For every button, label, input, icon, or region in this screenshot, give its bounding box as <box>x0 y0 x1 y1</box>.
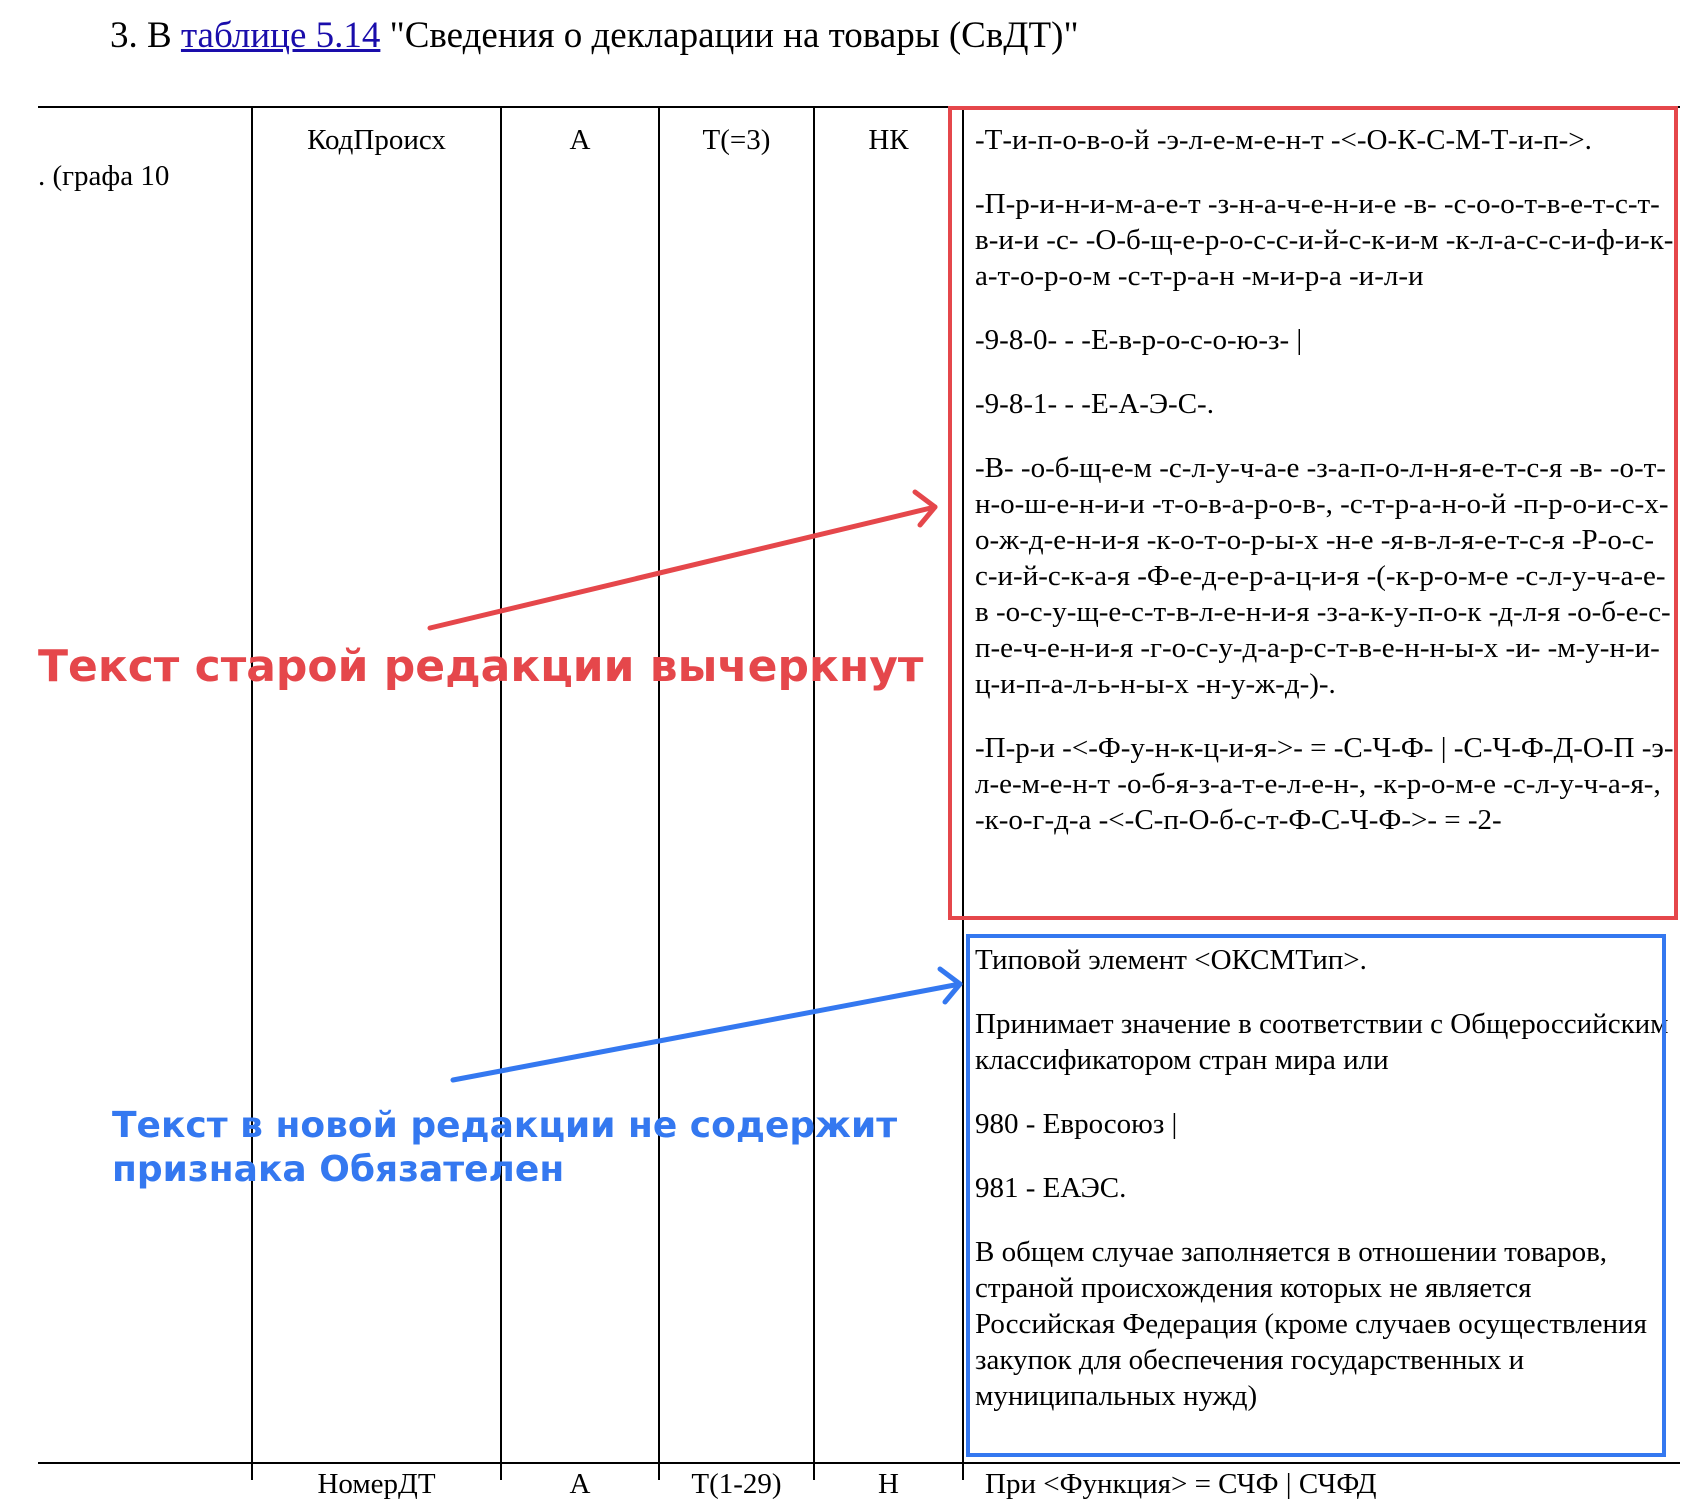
new-text-annotation <box>112 1104 897 1192</box>
new-text-paragraph: Типовой элемент <ОКСМТип>. <box>975 944 1367 976</box>
row1-code-cell: КодПроисх <box>307 124 446 156</box>
annotation-line: признака Обязателен <box>112 1149 565 1190</box>
heading-suffix: "Сведения о декларации на товары (СвДТ)" <box>380 15 1079 56</box>
row1-type-cell: Т(=3) <box>702 124 771 156</box>
row2-a-cell: А <box>569 1468 591 1500</box>
new-text-paragraph: В общем случае заполняется в отношении товаров, страной происхождения которых не является Российская Федерация (кроме случаев осуществления закупок для обеспечения государственных и муниципальных нужд) <box>975 1236 1647 1412</box>
new-text-paragraph: 980 - Евросоюз | <box>975 1108 1178 1140</box>
new-text-paragraph: 981 - ЕАЭС. <box>975 1172 1127 1204</box>
required-flag-highlight: -э-л-е-м-е-н-т -о-б-я-з-а-т-е-л-е-н- <box>975 732 1674 800</box>
row1-a-cell: А <box>569 124 591 156</box>
old-text-paragraph: -9-8-0- - -Е-в-р-о-с-о-ю-з- | <box>975 324 1303 356</box>
table-link[interactable]: таблице 5.14 <box>180 15 381 56</box>
row2-code-cell: НомерДТ <box>317 1468 436 1500</box>
annotation-line: Текст в новой редакции не содержит <box>112 1105 898 1146</box>
blue-arrow-icon <box>453 969 960 1080</box>
row2-nk-cell: Н <box>878 1468 899 1500</box>
heading-prefix: 3. В <box>110 15 181 56</box>
red-arrow-icon <box>430 492 935 628</box>
row2-type-cell: Т(1-29) <box>691 1468 782 1500</box>
row2-desc-cell: При <Функция> = СЧФ | СЧФД <box>985 1468 1377 1500</box>
old-text-annotation: Текст старой редакции вычеркнут <box>38 641 924 692</box>
new-text-paragraph: Принимает значение в соответствии с Общероссийским классификатором стран мира или <box>975 1008 1669 1076</box>
old-text-paragraph: -Т-и-п-о-в-о-й -э-л-е-м-е-н-т -<-О-К-С-М-Т-и-п->. <box>975 124 1592 156</box>
row1-name-cell: . (графа 10 <box>38 160 170 192</box>
old-text-start: -П-р-и -<-Ф-у-н-к-ц-и-я->- = -С-Ч-Ф- | -С-Ч-Ф-Д-О-П <box>975 732 1642 764</box>
old-text-paragraph: -9-8-1- - -Е-А-Э-С-. <box>975 388 1214 420</box>
old-text-end: , -к-р-о-м-е -с-л-у-ч-а-я-, -к-о-г-д-а -<-С-п-О-б-с-т-Ф-С-Ч-Ф->- = -2- <box>975 768 1661 836</box>
old-text-paragraph: -П-р-и-н-и-м-а-е-т -з-н-а-ч-е-н-и-е -в- -с-о-о-т-в-е-т-с-т-в-и-и -с- -О-б-щ-е-р-о-с-с-и-й-с-к-и-м -к-л-а-с-с-и-ф-и-к-а-т-о-р-о-м -с-т-р-а-н -м-и-р-а -и-л-и <box>975 188 1674 292</box>
old-text-paragraph: -В- -о-б-щ-е-м -с-л-у-ч-а-е -з-а-п-о-л-н-я-е-т-с-я -в- -о-т-н-о-ш-е-н-и-и -т-о-в-а-р-о-в-, -с-т-р-а-н-о-й -п-р-о-и-с-х-о-ж-д-е-н-и-я -к-о-т-о-р-ы-х -н-е -я-в-л-я-е-т-с-я -Р-о-с-с-и-й-с-к-а-я -Ф-е-д-е-р-а-ц-и-я -(-к-р-о-м-е -с-л-у-ч-а-е-в -о-с-у-щ-е-с-т-в-л-е-н-и-я -з-а-к-у-п-о-к -д-л-я -о-б-е-с-п-е-ч-е-н-и-я -г-о-с-у-д-а-р-с-т-в-е-н-н-ы-х -и- -м-у-н-и-ц-и-п-а-л-ь-н-ы-х -н-у-ж-д-)-. <box>975 452 1671 700</box>
row1-nk-cell: НК <box>868 124 909 156</box>
